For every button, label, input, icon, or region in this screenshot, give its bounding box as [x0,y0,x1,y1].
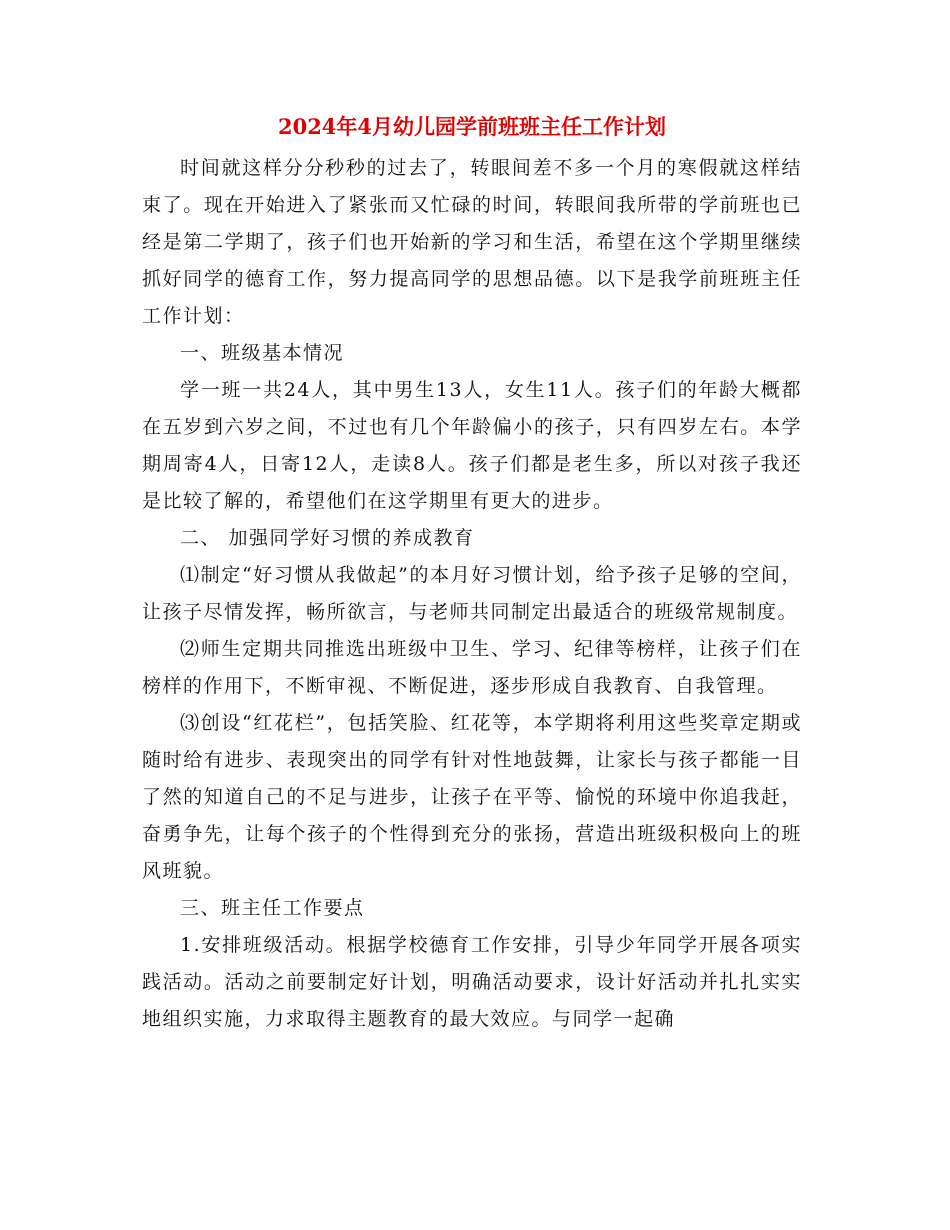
intro-paragraph: 时间就这样分分秒秒的过去了，转眼间差不多一个月的寒假就这样结束了。现在开始进入了紧张而又忙碌的时间，转眼间我所带的学前班也已经是第二学期了，孩子们也开始新的学习和生活，希望在这个学期里继续抓好同学的德育工作，努力提高同学的思想品德。以下是我学前班班主任工作计划： [142,157,802,327]
habits-item-1: ⑴制定“好习惯从我做起”的本月好习惯计划，给予孩子足够的空间，让孩子尽情发挥，畅所欲言，与老师共同制定出最适合的班级常规制度。 [142,564,802,623]
habits-item-3: ⑶创设“红花栏”，包括笑脸、红花等，本学期将利用这些奖章定期或随时给有进步、表现突出的同学有针对性地鼓舞，让家长与孩子都能一目了然的知道自己的不足与进步，让孩子在平等、愉悦的环境中你追我赶，奋勇争先，让每个孩子的个性得到充分的张扬，营造出班级积极向上的班风班貌。 [142,712,802,882]
document-title: 2024年4月幼儿园学前班班主任工作计划 [277,114,667,139]
work-points-item-1: 1.安排班级活动。根据学校德育工作安排，引导少年同学开展各项实践活动。活动之前要制定好计划，明确活动要求，设计好活动并扎扎实实地组织实施，力求取得主题教育的最大效应。与同学一起确 [142,934,802,1030]
class-info-paragraph: 学一班一共24人，其中男生13人，女生11人。孩子们的年龄大概都在五岁到六岁之间，不过也有几个年龄偏小的孩子，只有四岁左右。本学期周寄4人，日寄12人，走读8人。孩子们都是老生多，所以对孩子我还是比较了解的，希望他们在这学期里有更大的进步。 [142,379,802,512]
section-heading-habits: 二、 加强同学好习惯的养成教育 [180,527,475,549]
habits-item-2: ⑵师生定期共同推选出班级中卫生、学习、纪律等榜样，让孩子们在榜样的作用下，不断审视、不断促进，逐步形成自我教育、自我管理。 [142,638,802,697]
document-body [142,112,802,1038]
section-heading-class-info: 一、班级基本情况 [180,342,345,364]
section-heading-work-points: 三、班主任工作要点 [180,897,365,919]
